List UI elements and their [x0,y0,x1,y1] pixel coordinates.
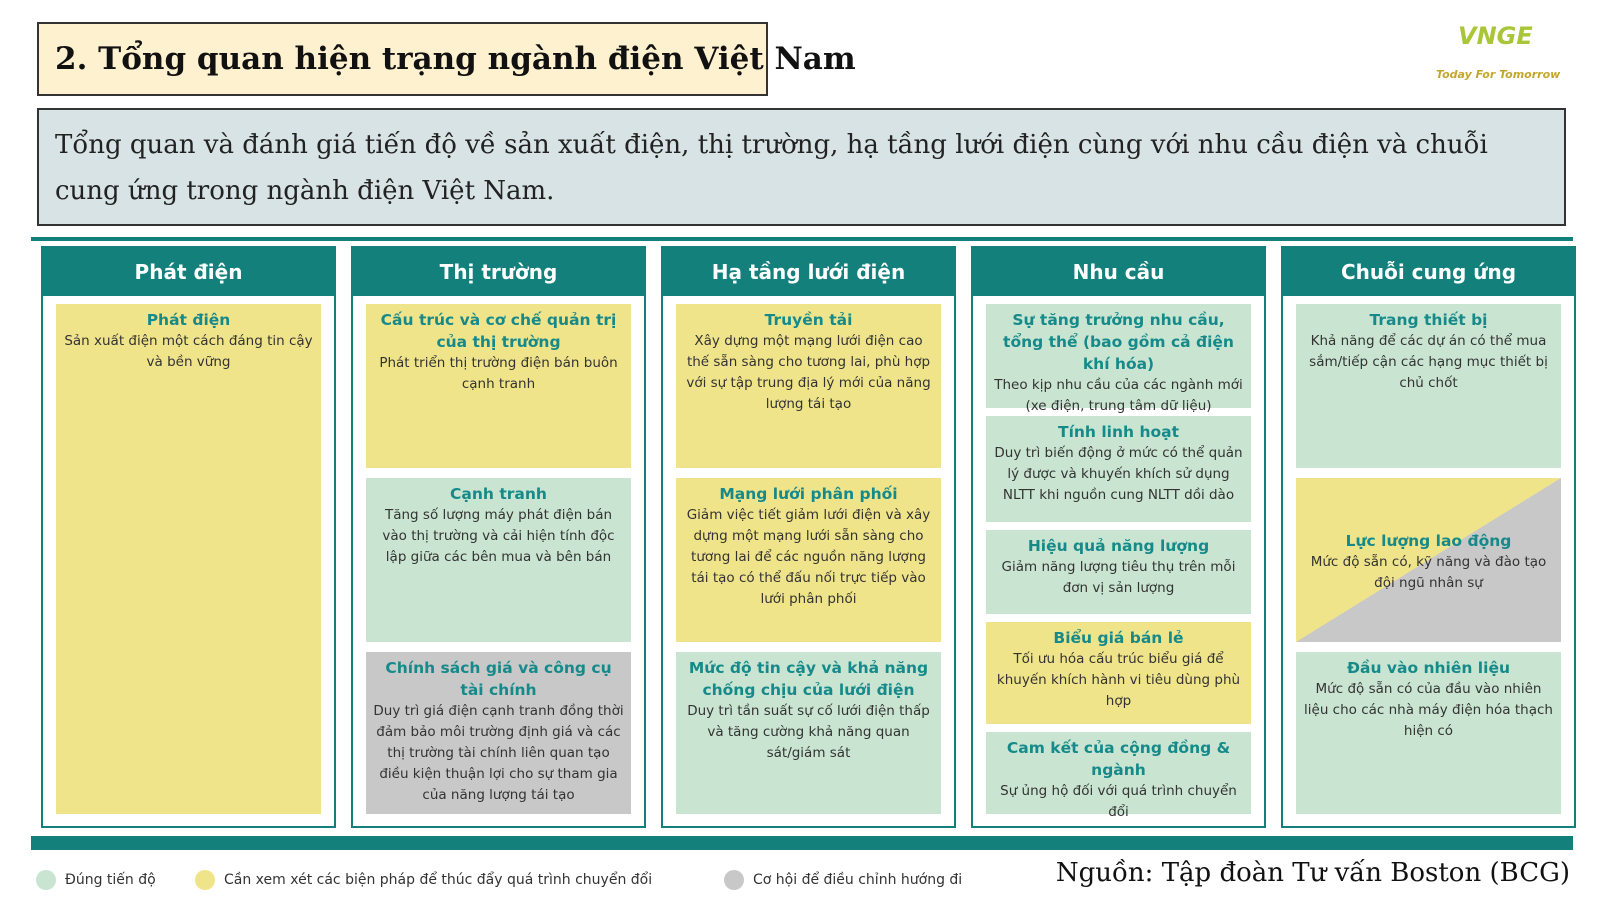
legend-item-course-correction [724,868,962,892]
column-header: Hạ tầng lưới điện [663,248,954,296]
card-description: Duy trì tần suất sự cố lưới điện thấp và tăng cường khả năng quan sát/giám sát [687,703,930,761]
column-nhu-cau [971,246,1266,828]
column-chuoi-cung-ung [1281,246,1576,828]
card-title: Truyền tải [764,311,853,329]
card-bieu-gia-ban-le [986,622,1251,724]
column-ha-tang-luoi-dien [661,246,956,828]
logo-tagline: Today For Tomorrow [1436,68,1561,81]
page-title: 2. Tổng quan hiện trạng ngành điện Việt Nam [55,41,856,77]
logo-mark: VNGE [1458,22,1533,50]
legend-item-needs-action [195,868,652,892]
card-description: Xây dựng một mạng lưới điện cao thế sẵn sàng cho tương lai, phù hợp với sự tập trung địa lý mới của năng lượng tái tạo [686,333,931,412]
card-title: Cạnh tranh [450,485,547,503]
card-luc-luong-lao-dong [1296,478,1561,642]
card-title: Cam kết của cộng đồng & ngành [1006,739,1231,779]
card-description: Mức độ sẵn có của đầu vào nhiên liệu cho các nhà máy điện hóa thạch hiện có [1304,681,1553,739]
card-title: Trang thiết bị [1369,311,1488,329]
card-cau-truc-thi-truong [366,304,631,468]
card-description: Giảm năng lượng tiêu thụ trên mỗi đơn vị sản lượng [1001,559,1236,596]
legend-swatch-yellow [195,870,215,890]
card-title: Chính sách giá và công cụ tài chính [385,659,612,699]
card-title: Tính linh hoạt [1058,423,1179,441]
card-hieu-qua-nang-luong [986,530,1251,614]
card-mang-luoi-phan-phoi [676,478,941,642]
card-description: Tối ưu hóa cấu trúc biểu giá để khuyến khích hành vi tiêu dùng phù hợp [996,651,1241,709]
card-title: Biểu giá bán lẻ [1053,629,1184,647]
source-note: Nguồn: Tập đoàn Tư vấn Boston (BCG) [1055,858,1570,888]
card-description: Theo kịp nhu cầu của các ngành mới (xe điện, trung tâm dữ liệu) [994,377,1243,414]
vnge-logo [1436,16,1586,86]
column-thi-truong [351,246,646,828]
card-description: Mức độ sẵn có, kỹ năng và đào tạo đội ngũ nhân sự [1310,554,1547,591]
card-title: Sự tăng trưởng nhu cầu, tổng thể (bao gồm cả điện khí hóa) [1003,311,1234,373]
card-description: Phát triển thị trường điện bán buôn cạnh tranh [379,355,618,392]
card-description: Duy trì biến động ở mức có thể quản lý được và khuyến khích sử dụng NLTT khi nguồn cung NLTT dồi dào [994,445,1243,503]
column-phat-dien [41,246,336,828]
card-title: Hiệu quả năng lượng [1027,537,1210,555]
title-box [37,22,856,96]
card-chinh-sach-gia [366,652,631,814]
card-description: Tăng số lượng máy phát điện bán vào thị trường và cải hiện tính độc lập giữa các bên mua và bên bán [382,507,615,565]
intro-box [37,108,1566,226]
legend-swatch-green [36,870,56,890]
card-truyen-tai [676,304,941,468]
card-description: Duy trì giá điện cạnh tranh đồng thời đảm bảo môi trường định giá và các thị trường tài chính liên quan tạo điều kiện thuận lợi cho sự tham gia của năng lượng tái tạo [373,703,624,803]
card-description: Giảm việc tiết giảm lưới điện và xây dựng một mạng lưới sẵn sàng cho tương lai để các nguồn năng lượng tái tạo có thể đấu nối trực tiếp vào lưới phân phối [686,507,931,607]
legend-swatch-gray [724,870,744,890]
card-title: Cấu trúc và cơ chế quản trị của thị trường [380,311,617,351]
card-dau-vao-nhien-lieu [1296,652,1561,814]
bottom-divider [31,836,1573,850]
top-divider [31,237,1573,241]
column-header: Nhu cầu [973,248,1264,296]
intro-text: Tổng quan và đánh giá tiến độ về sản xuất điện, thị trường, hạ tầng lưới điện cùng với nhu cầu điện và chuỗi cung ứng trong ngành điện Việt Nam. [55,130,1488,206]
card-title: Đầu vào nhiên liệu [1347,659,1510,677]
card-tin-cay-luoi-dien [676,652,941,814]
card-cam-ket-cong-dong [986,732,1251,820]
column-header: Thị trường [353,248,644,296]
card-title: Mạng lưới phân phối [719,485,898,503]
card-description: Khả năng để các dự án có thể mua sắm/tiếp cận các hạng mục thiết bị chủ chốt [1309,333,1548,391]
card-description: Sản xuất điện một cách đáng tin cậy và bền vững [64,333,313,370]
legend-label: Cần xem xét các biện pháp để thúc đẩy quá trình chuyển đổi [224,872,653,888]
column-header: Phát điện [43,248,334,296]
column-header: Chuỗi cung ứng [1283,248,1574,296]
card-title: Lực lượng lao động [1345,532,1512,550]
card-tinh-linh-hoat [986,416,1251,522]
legend-item-on-track [36,868,156,892]
card-canh-tranh [366,478,631,642]
card-title: Mức độ tin cậy và khả năng chống chịu của lưới điện [688,659,929,699]
card-trang-thiet-bi [1296,304,1561,468]
card-phat-dien [56,304,321,814]
legend-label: Đúng tiến độ [65,872,156,888]
card-title: Phát điện [146,311,231,329]
card-description: Sự ủng hộ đối với quá trình chuyển đổi [1000,783,1237,820]
legend-label: Cơ hội để điều chỉnh hướng đi [753,872,963,888]
card-tang-truong-nhu-cau [986,304,1251,414]
